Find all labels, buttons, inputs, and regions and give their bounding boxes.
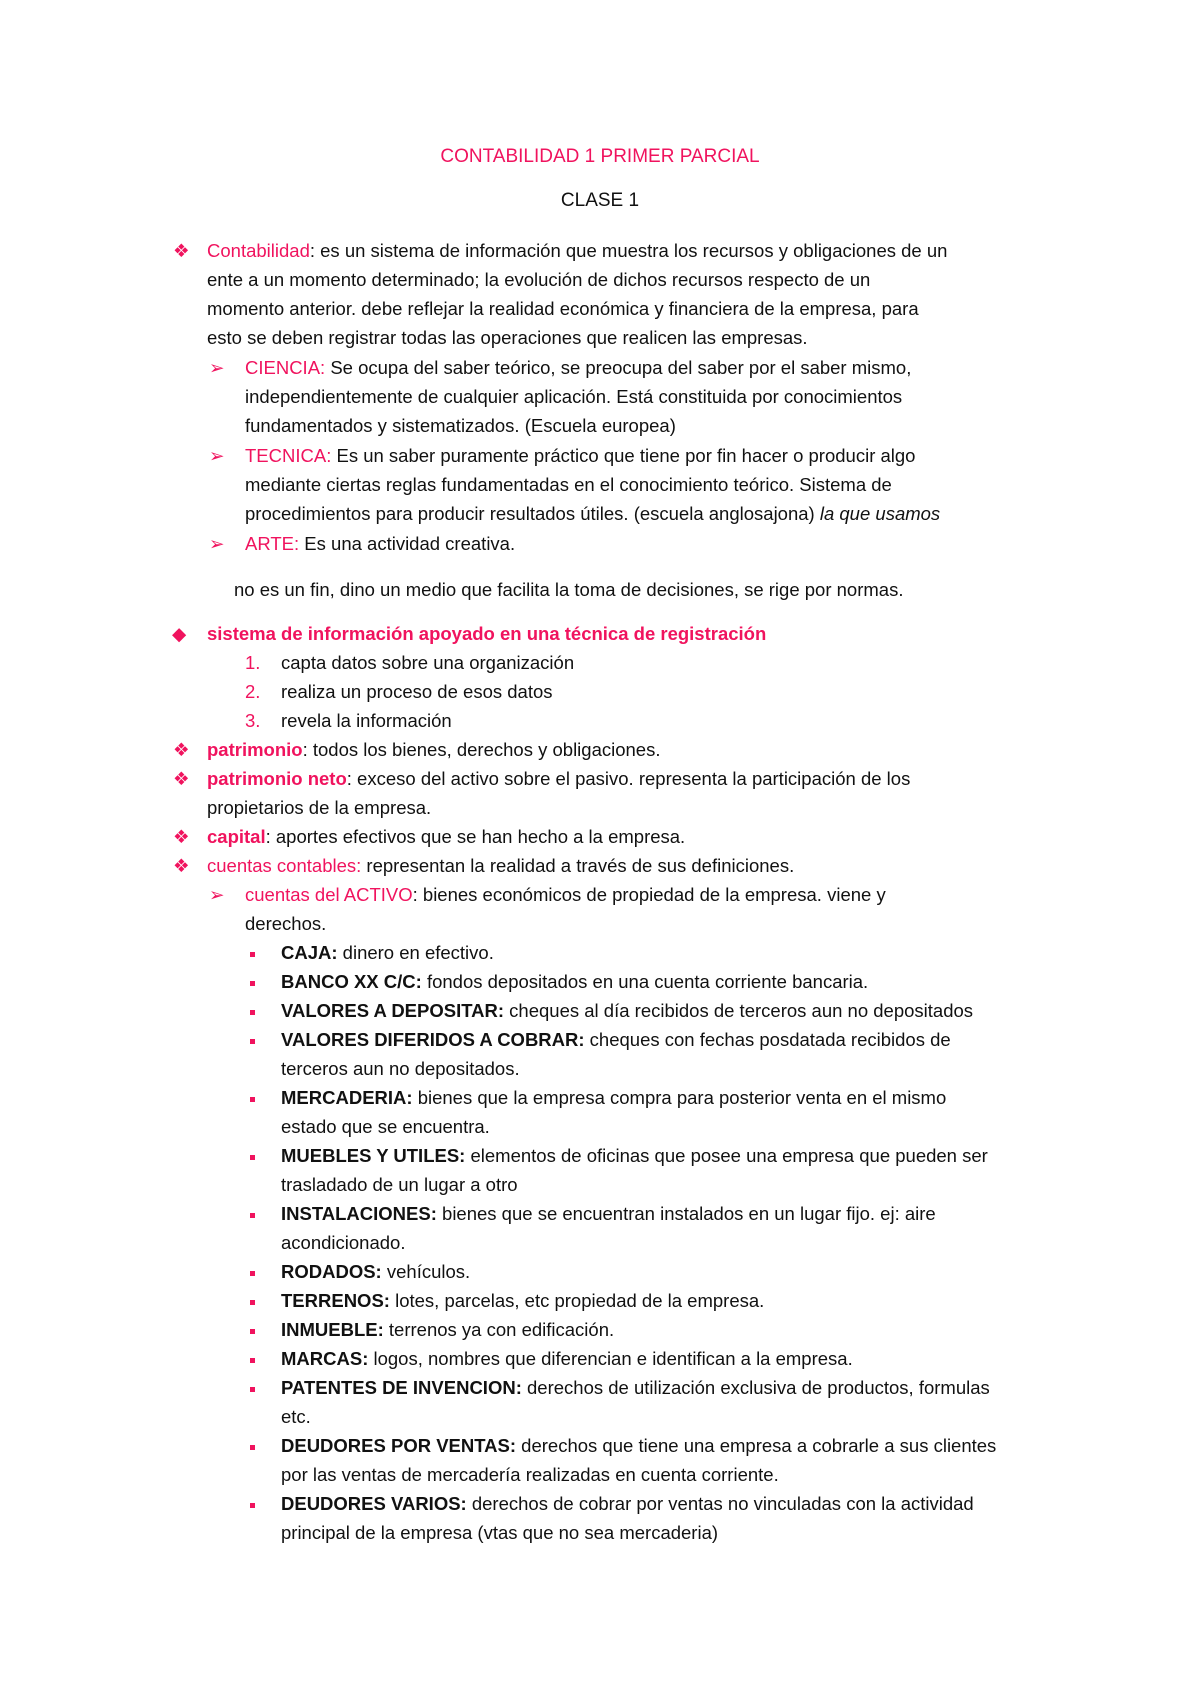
activo-item-line xyxy=(281,1083,946,1112)
cuentas-text: representan la realidad a través de sus definiciones. xyxy=(361,855,795,876)
activo-item-text: terrenos ya con edificación. xyxy=(383,1319,615,1340)
document-title: CONTABILIDAD 1 PRIMER PARCIAL xyxy=(440,146,760,167)
activo-item-term: CAJA: xyxy=(281,942,338,963)
square-icon xyxy=(250,1431,255,1460)
tecnica-line-1: Es un saber puramente práctico que tiene por fin hacer o producir algo xyxy=(331,445,916,466)
activo-item-text: cheques con fechas posdatada recibidos de xyxy=(584,1029,951,1050)
activo-item-text: principal de la empresa (vtas que no sea mercaderia) xyxy=(281,1522,719,1543)
tecnica-line-2: mediante ciertas reglas fundamentadas en el conocimiento teórico. Sistema de xyxy=(245,474,892,495)
activo-item-text: logos, nombres que diferencian e identifican a la empresa. xyxy=(368,1348,853,1369)
activo-item-text: derechos que tiene una empresa a cobrarle a sus clientes xyxy=(516,1435,997,1456)
step-number: 3. xyxy=(245,710,261,731)
square-icon xyxy=(250,1083,255,1112)
square-icon xyxy=(250,1315,255,1344)
square-icon xyxy=(250,996,255,1025)
activo-item-line xyxy=(281,1402,311,1431)
activo-item-term: DEUDORES VARIOS: xyxy=(281,1493,467,1514)
activo-item-line xyxy=(281,1431,996,1460)
document-subtitle: CLASE 1 xyxy=(560,190,640,211)
square-icon xyxy=(250,1199,255,1228)
activo-item-term: BANCO XX C/C: xyxy=(281,971,422,992)
activo-item-text: terceros aun no depositados. xyxy=(281,1058,520,1079)
contabilidad-line-4: esto se deben registrar todas las operaciones que realicen las empresas. xyxy=(207,327,808,348)
patrimonio-neto-line-1: : exceso del activo sobre el pasivo. representa la participación de los xyxy=(346,768,911,789)
square-icon xyxy=(250,1344,255,1373)
activo-item-term: TERRENOS: xyxy=(281,1290,390,1311)
activo-item-term: MUEBLES Y UTILES: xyxy=(281,1145,466,1166)
square-icon xyxy=(250,1025,255,1054)
term-arte: ARTE: xyxy=(245,533,300,554)
activo-item-text: cheques al día recibidos de terceros aun no depositados xyxy=(504,1000,974,1021)
activo-item-line xyxy=(281,1315,614,1344)
step-text: revela la información xyxy=(281,710,452,731)
activo-item-text: vehículos. xyxy=(381,1261,471,1282)
activo-item-text: acondicionado. xyxy=(281,1232,406,1253)
activo-item-line xyxy=(281,1054,520,1083)
activo-item-term: RODADOS: xyxy=(281,1261,382,1282)
contabilidad-line-2: ente a un momento determinado; la evolución de dichos recursos respecto de un xyxy=(207,269,871,290)
tecnica-line-3: procedimientos para producir resultados útiles. (escuela anglosajona) xyxy=(245,503,820,524)
activo-item-line xyxy=(281,1257,470,1286)
capital-text: : aportes efectivos que se han hecho a la empresa. xyxy=(265,826,686,847)
term-patrimonio: patrimonio xyxy=(207,739,303,760)
activo-item-text: etc. xyxy=(281,1406,311,1427)
diamond-star-icon: ❖ xyxy=(173,826,190,847)
arrow-icon: ➢ xyxy=(209,533,225,554)
square-icon xyxy=(250,938,255,967)
activo-item-text: por las ventas de mercadería realizadas en cuenta corriente. xyxy=(281,1464,779,1485)
activo-line-1: : bienes económicos de propiedad de la empresa. viene y xyxy=(412,884,886,905)
step-text: realiza un proceso de esos datos xyxy=(281,681,553,702)
step-number: 2. xyxy=(245,681,261,702)
activo-item-text: lotes, parcelas, etc propiedad de la empresa. xyxy=(389,1290,765,1311)
activo-item-text: bienes que se encuentran instalados en un lugar fijo. ej: aire xyxy=(436,1203,936,1224)
activo-item-text: derechos de utilización exclusiva de productos, formulas xyxy=(521,1377,990,1398)
ciencia-line-1: Se ocupa del saber teórico, se preocupa del saber por el saber mismo, xyxy=(325,357,912,378)
term-capital: capital xyxy=(207,826,266,847)
activo-item-text: estado que se encuentra. xyxy=(281,1116,490,1137)
term-ciencia: CIENCIA: xyxy=(245,357,326,378)
square-icon xyxy=(250,1286,255,1315)
activo-item-line xyxy=(281,1518,718,1547)
tecnica-italic: la que usamos xyxy=(819,503,941,524)
activo-item-line xyxy=(281,1344,853,1373)
arrow-icon: ➢ xyxy=(209,445,225,466)
diamond-icon: ◆ xyxy=(172,623,187,644)
activo-item-line xyxy=(281,1170,518,1199)
activo-item-term: VALORES A DEPOSITAR: xyxy=(281,1000,505,1021)
activo-item-term: MARCAS: xyxy=(281,1348,369,1369)
activo-item-text: fondos depositados en una cuenta corriente bancaria. xyxy=(421,971,869,992)
patrimonio-neto-line-2: propietarios de la empresa. xyxy=(207,797,432,818)
activo-item-text: bienes que la empresa compra para posterior venta en el mismo xyxy=(412,1087,947,1108)
square-icon xyxy=(250,967,255,996)
note-text: no es un fin, dino un medio que facilita la toma de decisiones, se rige por normas. xyxy=(234,579,904,600)
activo-line-2: derechos. xyxy=(245,913,327,934)
arrow-icon: ➢ xyxy=(209,884,225,905)
activo-item-term: INSTALACIONES: xyxy=(281,1203,437,1224)
sistema-heading: sistema de información apoyado en una técnica de registración xyxy=(207,623,767,644)
activo-item-line xyxy=(281,938,494,967)
diamond-star-icon: ❖ xyxy=(173,768,190,789)
activo-item-line xyxy=(281,1489,974,1518)
activo-item-line xyxy=(281,1228,405,1257)
contabilidad-line-3: momento anterior. debe reflejar la realidad económica y financiera de la empresa, para xyxy=(207,298,919,319)
square-icon xyxy=(250,1489,255,1518)
term-cuentas-activo: cuentas del ACTIVO xyxy=(245,884,413,905)
activo-item-line xyxy=(281,1199,936,1228)
square-icon xyxy=(250,1373,255,1402)
activo-item-term: INMUEBLE: xyxy=(281,1319,384,1340)
activo-item-text: dinero en efectivo. xyxy=(337,942,494,963)
activo-item-line xyxy=(281,1112,490,1141)
arrow-icon: ➢ xyxy=(209,357,225,378)
activo-item-term: MERCADERIA: xyxy=(281,1087,413,1108)
activo-item-term: DEUDORES POR VENTAS: xyxy=(281,1435,517,1456)
square-icon xyxy=(250,1141,255,1170)
step-text: capta datos sobre una organización xyxy=(281,652,575,673)
square-icon xyxy=(250,1257,255,1286)
activo-item-line xyxy=(281,1286,764,1315)
arte-text: Es una actividad creativa. xyxy=(299,533,516,554)
patrimonio-text: : todos los bienes, derechos y obligaciones. xyxy=(302,739,661,760)
activo-item-line xyxy=(281,1460,779,1489)
ciencia-line-2: independientemente de cualquier aplicación. Está constituida por conocimientos xyxy=(245,386,903,407)
activo-item-text: derechos de cobrar por ventas no vinculadas con la actividad xyxy=(466,1493,974,1514)
activo-item-line xyxy=(281,996,973,1025)
activo-item-line xyxy=(281,1025,951,1054)
activo-item-term: PATENTES DE INVENCION: xyxy=(281,1377,522,1398)
activo-item-term: VALORES DIFERIDOS A COBRAR: xyxy=(281,1029,585,1050)
diamond-star-icon: ❖ xyxy=(173,240,190,261)
activo-item-text: trasladado de un lugar a otro xyxy=(281,1174,518,1195)
term-cuentas-contables: cuentas contables: xyxy=(207,855,362,876)
diamond-star-icon: ❖ xyxy=(173,855,190,876)
term-patrimonio-neto: patrimonio neto xyxy=(207,768,347,789)
contabilidad-line-1: : es un sistema de información que muestra los recursos y obligaciones de un xyxy=(309,240,948,261)
activo-item-line xyxy=(281,1141,988,1170)
activo-item-line xyxy=(281,1373,990,1402)
activo-item-text: elementos de oficinas que posee una empresa que pueden ser xyxy=(465,1145,988,1166)
term-contabilidad: Contabilidad xyxy=(207,240,310,261)
ciencia-line-3: fundamentados y sistematizados. (Escuela europea) xyxy=(245,415,676,436)
step-number: 1. xyxy=(245,652,261,673)
diamond-star-icon: ❖ xyxy=(173,739,190,760)
activo-item-line xyxy=(281,967,868,996)
term-tecnica: TECNICA: xyxy=(245,445,332,466)
